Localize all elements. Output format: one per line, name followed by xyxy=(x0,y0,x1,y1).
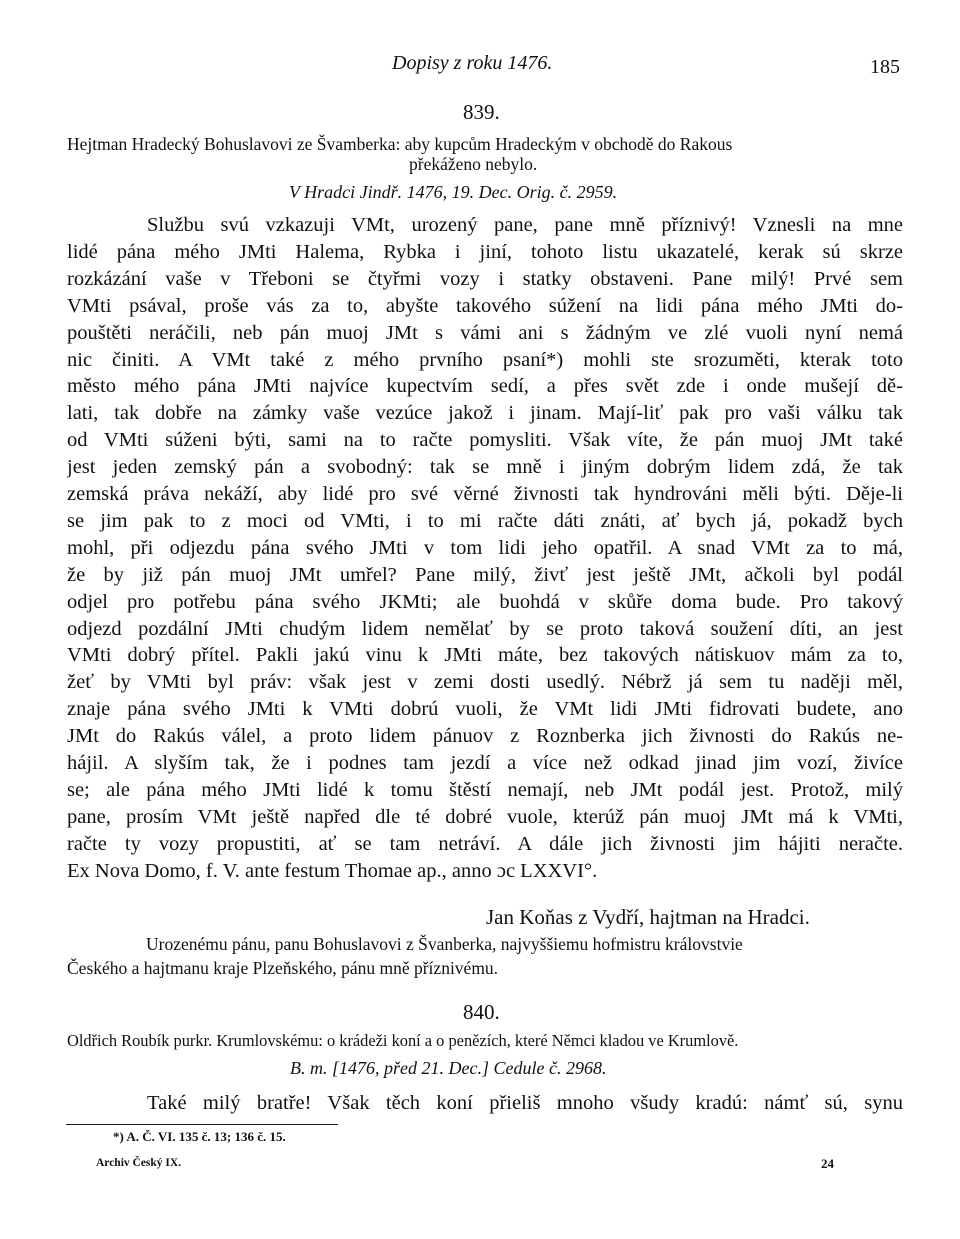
letter-839-line: znaje pána svého JMti k VMti dobrú vuoli, že VMt lidi JMti fidrovati budete, ano xyxy=(67,698,903,721)
document-number-840: 840. xyxy=(463,1000,500,1024)
letter-839-line: rozkázání vaše v Třeboni se čtyřmi vozy i statky obstaveni. Pane milý! Prvé sem xyxy=(67,267,903,290)
letter-839-line: od VMti súženi býti, sami na to račte pomysliti. Však víte, že pán muoj JMt také xyxy=(67,429,903,452)
letter-839-line: VMti dobrý přítel. Pakli jakú vinu k JMti máte, bez takových nátiskuov mám za to, xyxy=(67,644,903,667)
footnote-rule xyxy=(66,1124,338,1125)
letter-839-line: pouštěti neráčili, neb pán muoj JMt s vámi ani s žádným ve zlé vuoli nyní nemá xyxy=(67,321,903,344)
letter-839-line: žeť by VMti byl práv: však jest v zemi dosti usedlý. Nébrž já sem tu naději měl, xyxy=(67,671,903,694)
address-839-line-2: Českého a hajtmanu kraje Plzeňského, pánu mně příznivému. xyxy=(67,958,499,978)
dateline-840: B. m. [1476, před 21. Dec.] Cedule č. 2968. xyxy=(290,1058,607,1078)
running-title: Dopisy z roku 1476. xyxy=(392,52,553,74)
letter-839-line: odjel pro potřebu pána svého JKMti; ale buohdá v skůře doma bude. Pro takový xyxy=(67,590,903,613)
dateline-839: V Hradci Jindř. 1476, 19. Dec. Orig. č. 2959. xyxy=(289,182,618,202)
letter-839-line: zemská práva nekáží, aby lidé pro své věrné živnosti tak hyndrováni měli býti. Děje-li xyxy=(67,483,903,505)
letter-839-line: mohl, při odjezdu pána svého JMti v tom lidi jeho opatřil. A snad VMt za to má, xyxy=(67,536,903,559)
letter-839-line: lati, tak dobře na zámky vaše vezúce jakož i jinam. Mají-liť pak pro vaši válku tak xyxy=(67,402,903,425)
letter-839-line: VMti psával, proše vás za to, abyšte takového súžení na lidi pána mého JMti do- xyxy=(67,294,903,317)
letter-839-line: že by již pán muoj JMt umřel? Pane milý, živť jest ještě JMt, ačkoli byl podál xyxy=(67,563,903,586)
letter-839-line: jest jeden zemský pán a svobodný: tak se mně i jiným dobrým lidem zdá, že tak xyxy=(67,456,903,479)
letter-839-line: se; ale pána mého JMti lidé k tomu štěstí nemají, neb JMt podál jest. Protož, milý xyxy=(67,778,903,801)
letter-839-line: Službu svú vzkazuji VMt, urozený pane, pane mně příznivý! Vznesli na mne xyxy=(147,214,903,236)
letter-839-line: lidé pána mého JMti Halema, Rybka i jiní, tohoto listu ukazatelé, kerak sú skrze xyxy=(67,240,903,263)
summary-839-line-2: překáženo nebylo. xyxy=(409,154,538,174)
page-number: 185 xyxy=(870,56,900,78)
summary-840: Oldřich Roubík purkr. Krumlovskému: o krádeži koní a o penězích, které Němci kladou ve Krumlově. xyxy=(67,1031,739,1050)
letter-839-line: město mého pána JMti najvíce kupectvím sedí, a přes svět zde i onde mušejí dě- xyxy=(67,375,903,398)
letter-839-line: nic činiti. A VMt také z mého prvního psaní*) mohli ste srozuměti, kterak toto xyxy=(67,348,903,371)
letter-839-line: račte ty vozy propustiti, ať se tam netráví. A dále jich živnosti jim hájiti neračte. xyxy=(67,832,903,855)
letter-839-line: se jim pak to z moci od VMti, i to mi račte dáti znáti, ať bych já, pokadž bych xyxy=(67,509,903,532)
letter-839-line: hájil. A slyším tak, že i podnes tam jezdí a více než odkad jinad jim vozí, živíce xyxy=(67,752,903,774)
signature-mark-sheet: 24 xyxy=(821,1156,834,1171)
letter-840-first-line: Také milý bratře! Však těch koní přieliš mnoho všudy kradú: námť sú, synu xyxy=(147,1092,903,1114)
letter-839-line: pane, prosím VMt ještě napřed dle té dobré vuole, kterúž pán muoj JMt má k VMti, xyxy=(67,805,903,828)
letter-839-line: odjezd pozdální JMti chudým lidem nemělať by se proto taková soužení díti, an jest xyxy=(67,617,903,640)
signature-mark-volume: Archiv Český IX. xyxy=(96,1157,182,1169)
footnote: *) A. Č. VI. 135 č. 13; 136 č. 15. xyxy=(113,1129,286,1144)
document-number-839: 839. xyxy=(463,100,500,124)
address-839-line-1: Urozenému pánu, panu Bohuslavovi z Švanberka, najvyššiemu hofmistru královstvie xyxy=(146,934,743,954)
signature-839: Jan Koňas z Vydří, hajtman na Hradci. xyxy=(486,905,810,929)
letter-839-line: Ex Nova Domo, f. V. ante festum Thomae ap., anno ɔc LXXVI°. xyxy=(67,859,598,882)
summary-839-line-1: Hejtman Hradecký Bohuslavovi ze Švamberka: aby kupcům Hradeckým v obchodě do Rakous xyxy=(67,134,733,154)
letter-839-line: JMt do Rakús válel, a proto lidem pánuov z Roznberka jich živnosti do Rakús ne- xyxy=(67,725,903,748)
